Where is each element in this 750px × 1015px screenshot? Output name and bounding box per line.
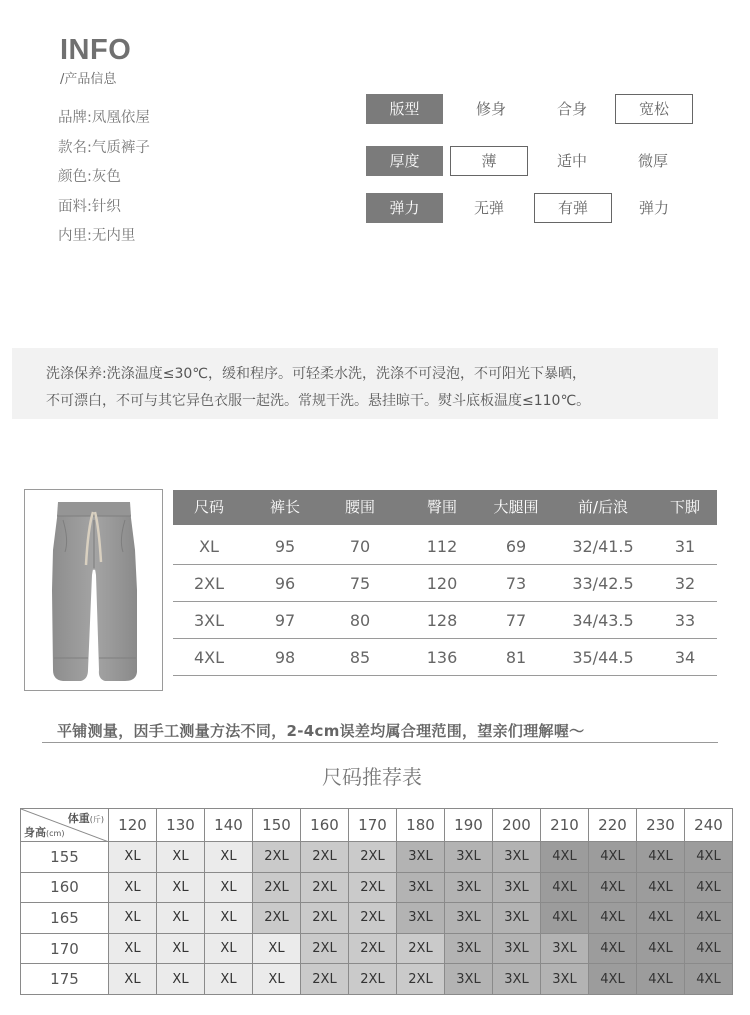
recommend-size-cell: XL: [109, 872, 157, 903]
header-thigh: 大腿围: [493, 498, 539, 516]
size-recommendation-table: [20, 808, 733, 995]
cell-length: 97: [274, 611, 296, 630]
cell-hip: 136: [426, 648, 458, 667]
recommend-size-cell: 3XL: [397, 842, 445, 873]
recommend-size-cell: 4XL: [685, 903, 733, 934]
height-label: 身高(cm): [24, 826, 65, 839]
weight-header-cell: 230: [637, 809, 685, 842]
attr-label-thickness: 厚度: [366, 146, 443, 176]
recommend-size-cell: 3XL: [493, 842, 541, 873]
info-subtitle: /产品信息: [60, 72, 117, 87]
property-color: 颜色:灰色: [58, 169, 121, 185]
recommend-size-cell: 3XL: [445, 964, 493, 995]
cell-length: 98: [274, 648, 296, 667]
attr-option-selected: 宽松: [615, 94, 693, 124]
cell-waist: 85: [349, 648, 371, 667]
recommend-size-cell: 2XL: [253, 872, 301, 903]
cell-rise: 32/41.5: [572, 537, 634, 556]
header-rise: 前/后浪: [577, 498, 629, 516]
property-fabric: 面料:针织: [58, 198, 121, 215]
cell-thigh: 69: [505, 537, 527, 556]
header-hem: 下脚: [669, 498, 701, 516]
recommend-size-cell: 4XL: [541, 842, 589, 873]
recommend-row: [21, 933, 733, 964]
cell-rise: 33/42.5: [572, 574, 634, 593]
property-brand: 品牌:凤凰依屋: [58, 110, 150, 126]
attr-row-fit: [366, 94, 706, 124]
recommend-size-cell: 2XL: [349, 903, 397, 934]
recommend-size-cell: XL: [157, 872, 205, 903]
cell-size: 4XL: [193, 648, 225, 667]
weight-header-cell: 170: [349, 809, 397, 842]
cell-hem: 31: [674, 537, 696, 556]
attr-option-selected: 有弹: [534, 193, 612, 223]
recommend-size-cell: 4XL: [637, 903, 685, 934]
recommend-size-cell: 3XL: [541, 933, 589, 964]
recommend-size-cell: 3XL: [493, 933, 541, 964]
cell-size: 2XL: [193, 574, 225, 593]
recommend-size-cell: 2XL: [397, 964, 445, 995]
weight-header-cell: 220: [589, 809, 637, 842]
cell-length: 95: [274, 537, 296, 556]
attr-option: 修身: [475, 100, 506, 118]
attr-option: 合身: [556, 100, 587, 118]
cell-hem: 32: [674, 574, 696, 593]
recommend-size-cell: 2XL: [301, 842, 349, 873]
recommend-size-cell: 2XL: [253, 842, 301, 873]
recommend-size-cell: 4XL: [685, 872, 733, 903]
recommend-size-cell: 2XL: [349, 933, 397, 964]
recommend-row: [21, 872, 733, 903]
size-row-2xl: [173, 565, 717, 602]
attr-option: 微厚: [637, 152, 668, 170]
recommend-header-row: [21, 809, 733, 842]
weight-header-cell: 200: [493, 809, 541, 842]
recommend-row: [21, 964, 733, 995]
recommend-size-cell: XL: [109, 933, 157, 964]
height-cell: 160: [21, 872, 109, 903]
recommend-size-cell: 3XL: [445, 842, 493, 873]
washing-line-2: 不可漂白，不可与其它异色衣服一起洗。常规干洗。悬挂晾干。熨斗底板温度≤110℃。: [46, 393, 591, 409]
height-cell: 175: [21, 964, 109, 995]
weight-header-cell: 160: [301, 809, 349, 842]
recommend-size-cell: 4XL: [637, 933, 685, 964]
washing-instructions: [12, 348, 718, 419]
recommend-size-cell: 4XL: [637, 964, 685, 995]
recommend-size-cell: XL: [157, 842, 205, 873]
attr-option: 适中: [556, 152, 587, 170]
recommend-size-cell: 3XL: [397, 903, 445, 934]
height-cell: 155: [21, 842, 109, 873]
attr-row-thickness: [366, 146, 706, 176]
recommend-size-cell: XL: [205, 933, 253, 964]
recommend-size-cell: 4XL: [685, 964, 733, 995]
recommend-size-cell: 2XL: [301, 903, 349, 934]
property-style: 款名:气质裤子: [58, 139, 150, 156]
attr-label-elasticity: 弹力: [366, 193, 443, 223]
recommend-size-cell: 2XL: [349, 872, 397, 903]
cell-hip: 128: [426, 611, 458, 630]
recommend-size-cell: 4XL: [685, 933, 733, 964]
cell-rise: 35/44.5: [572, 648, 634, 667]
attr-label-fit: 版型: [366, 94, 443, 124]
weight-header-cell: 120: [109, 809, 157, 842]
recommend-size-cell: 4XL: [589, 964, 637, 995]
recommend-size-cell: 4XL: [637, 872, 685, 903]
recommend-size-cell: 2XL: [301, 964, 349, 995]
recommend-size-cell: 4XL: [589, 842, 637, 873]
weight-header-cell: 140: [205, 809, 253, 842]
header-length: 裤长: [269, 498, 301, 516]
cell-hem: 34: [674, 648, 696, 667]
attr-option: 弹力: [638, 199, 669, 217]
recommend-row: [21, 903, 733, 934]
recommend-corner-cell: [21, 809, 109, 842]
recommend-size-cell: XL: [109, 964, 157, 995]
cell-size: 3XL: [193, 611, 225, 630]
washing-line-1: 洗涤保养:洗涤温度≤30℃，缓和程序。可轻柔水洗，洗涤不可浸泡，不可阳光下暴晒，: [46, 366, 586, 382]
recommend-title: 尺码推荐表: [322, 765, 422, 789]
recommend-size-cell: XL: [109, 842, 157, 873]
recommend-size-cell: XL: [157, 964, 205, 995]
cell-hip: 112: [426, 537, 458, 556]
property-lining: 内里:无内里: [58, 228, 136, 244]
recommend-size-cell: 3XL: [445, 903, 493, 934]
recommend-size-cell: 4XL: [589, 872, 637, 903]
weight-header-cell: 130: [157, 809, 205, 842]
weight-label: 体重(斤): [67, 812, 104, 825]
weight-header-cell: 240: [685, 809, 733, 842]
recommend-size-cell: XL: [205, 872, 253, 903]
cell-hem: 33: [674, 611, 696, 630]
weight-header-cell: 210: [541, 809, 589, 842]
recommend-size-cell: 4XL: [541, 903, 589, 934]
recommend-size-cell: XL: [157, 933, 205, 964]
product-properties: [58, 104, 150, 252]
height-cell: 165: [21, 903, 109, 934]
recommend-size-cell: 2XL: [301, 872, 349, 903]
size-table-header: [173, 490, 717, 525]
recommend-size-cell: 2XL: [253, 903, 301, 934]
recommend-size-cell: 2XL: [397, 933, 445, 964]
header-size: 尺码: [193, 498, 225, 516]
recommend-size-cell: 3XL: [397, 872, 445, 903]
height-cell: 170: [21, 933, 109, 964]
recommend-size-cell: 3XL: [493, 903, 541, 934]
size-row-4xl: [173, 639, 717, 676]
attr-option-selected: 薄: [450, 146, 528, 176]
attr-row-elasticity: [366, 193, 706, 223]
recommend-size-cell: 3XL: [445, 933, 493, 964]
weight-header-cell: 150: [253, 809, 301, 842]
recommend-size-cell: XL: [205, 903, 253, 934]
recommend-size-cell: 3XL: [541, 964, 589, 995]
recommend-size-cell: 4XL: [589, 933, 637, 964]
info-title: INFO: [60, 34, 132, 66]
size-row-3xl: [173, 602, 717, 639]
recommend-size-cell: 4XL: [541, 872, 589, 903]
pants-illustration: [25, 490, 162, 690]
recommend-size-cell: 4XL: [685, 842, 733, 873]
product-photo: [24, 489, 163, 691]
recommend-size-cell: XL: [109, 903, 157, 934]
cell-waist: 70: [349, 537, 371, 556]
weight-header-cell: 180: [397, 809, 445, 842]
weight-header-cell: 190: [445, 809, 493, 842]
cell-thigh: 73: [505, 574, 527, 593]
cell-waist: 75: [349, 574, 371, 593]
recommend-size-cell: 3XL: [493, 872, 541, 903]
recommend-size-cell: XL: [205, 842, 253, 873]
cell-waist: 80: [349, 611, 371, 630]
recommend-size-cell: XL: [157, 903, 205, 934]
recommend-row: [21, 842, 733, 873]
size-row-xl: [173, 528, 717, 565]
recommend-size-cell: 3XL: [445, 872, 493, 903]
recommend-size-cell: 4XL: [589, 903, 637, 934]
cell-thigh: 81: [505, 648, 527, 667]
recommend-size-cell: 2XL: [349, 964, 397, 995]
header-waist: 腰围: [344, 498, 376, 516]
cell-hip: 120: [426, 574, 458, 593]
cell-thigh: 77: [505, 611, 527, 630]
divider: [42, 742, 718, 743]
cell-rise: 34/43.5: [572, 611, 634, 630]
attr-option: 无弹: [473, 199, 504, 217]
measure-note: 平铺测量，因手工测量方法不同，2-4cm误差均属合理范围，望亲们理解喔～: [57, 722, 585, 740]
recommend-size-cell: 4XL: [637, 842, 685, 873]
recommend-size-cell: XL: [205, 964, 253, 995]
cell-size: XL: [199, 537, 219, 556]
recommend-size-cell: XL: [253, 933, 301, 964]
recommend-size-cell: 2XL: [301, 933, 349, 964]
recommend-size-cell: XL: [253, 964, 301, 995]
recommend-size-cell: 2XL: [349, 842, 397, 873]
recommend-size-cell: 3XL: [493, 964, 541, 995]
header-hip: 臀围: [426, 498, 458, 516]
cell-length: 96: [274, 574, 296, 593]
